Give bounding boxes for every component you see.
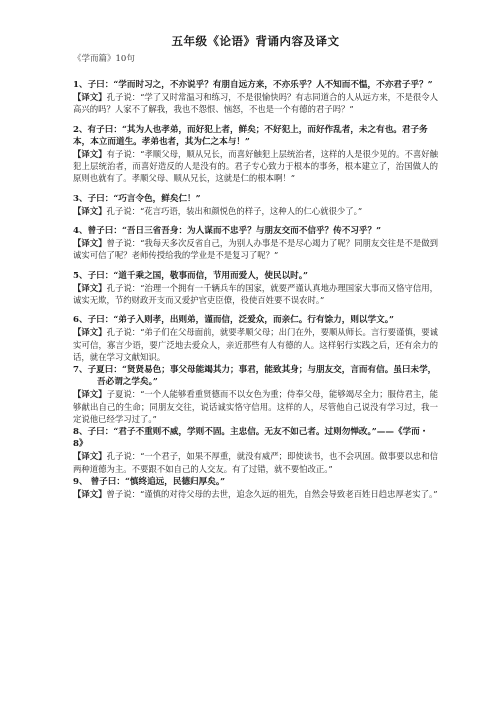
entry-2 bbox=[73, 124, 438, 185]
translation-text: 曾子说：“谨慎的对待父母的去世，追念久远的祖先，自然会导致老百姓日趋忠厚老实了。” bbox=[106, 489, 438, 500]
translation-label: 【译文】 bbox=[73, 205, 107, 216]
translation-label: 【译文】 bbox=[73, 327, 107, 338]
translation-label: 【译文】 bbox=[73, 149, 107, 160]
entry-1 bbox=[73, 79, 438, 116]
entry-quote: 9、 曾子曰：“慎终追远，民德归厚矣。” bbox=[73, 476, 226, 487]
translation-label: 【译文】 bbox=[73, 451, 107, 462]
entry-translation bbox=[73, 282, 438, 306]
translation-label: 【译文】 bbox=[73, 489, 107, 500]
entry-quote: 7、子夏曰：“贤贤易色；事父母能竭其力；事君，能致其身；与朋友交，言而有信。虽曰未学，吾必谓之学矣。” bbox=[73, 365, 437, 388]
translation-label: 【译文】 bbox=[73, 389, 107, 400]
entry-4 bbox=[73, 225, 438, 262]
document-title: 五年级《论语》背诵内容及译文 bbox=[171, 34, 340, 48]
translation-text: 子夏说：“一个人能够看重贤德而不以女色为重；侍奉父母，能够竭尽全力；服侍君主，能够献出自己的生命；同朋友交往，说话诚实恪守信用。这样的人，尽管他自己说没有学习过，我一定说他已经学习过了。” bbox=[73, 389, 439, 424]
entry-quote: 8、子曰：“君子不重则不威，学则不固。主忠信。无友不如己者。过则勿惮改。”——《学而・8》 bbox=[73, 427, 429, 450]
entry-3 bbox=[73, 193, 438, 217]
entry-9 bbox=[73, 476, 438, 500]
translation-text: 孔子说：“弟子们在父母面前，就要孝顺父母；出门在外，要顺从师长。言行要谨慎，要诚实可信，寡言少语，要广泛地去爱众人，亲近那些有人有德的人。这样躬行实践之后，还有余力的话，就在学习文献知识。 bbox=[73, 327, 439, 362]
translation-text: 孔子说：“一个君子，如果不厚重，就没有威严；即使读书，也不会巩固。做事要以忠和信两种道德为主。不要跟不如自己的人交友。有了过错，就不要怕改正。” bbox=[73, 451, 439, 474]
translation-text: 孔子说：“治理一个拥有一千辆兵车的国家，就要严谨认真地办理国家大事而又恪守信用，诚实无欺，节约财政开支而又爱护官吏臣僚，役使百姓要不误农时。” bbox=[73, 282, 439, 306]
entry-quote: 4、曾子曰：“吾日三省吾身：为人谋而不忠乎？与朋友交而不信乎？传不习乎？” bbox=[73, 226, 382, 237]
entry-translation bbox=[73, 205, 438, 217]
translation-label: 【译文】 bbox=[73, 282, 107, 293]
entry-7 bbox=[73, 364, 438, 425]
translation-label: 【译文】 bbox=[73, 92, 107, 103]
translation-label: 【译文】 bbox=[73, 238, 107, 249]
entry-translation bbox=[73, 91, 438, 115]
entry-quote: 1、子曰：“学而时习之，不亦说乎？有朋自远方来，不亦乐乎？人不知而不愠，不亦君子乎？” bbox=[73, 80, 433, 90]
entry-6 bbox=[73, 314, 438, 363]
entry-translation bbox=[73, 237, 438, 261]
entry-5 bbox=[73, 270, 438, 307]
entry-translation bbox=[73, 326, 438, 363]
translation-text: 孔子说：“学了又时常温习和练习，不是很愉快吗？有志同道合的人从远方来，不是很令人高兴的吗？人家不了解我，我也不怨恨、恼怒，不也是一个有德的君子吗？” bbox=[73, 92, 439, 115]
entry-quote: 6、子曰：“弟子入则孝，出则弟，谨而信，泛爱众，而亲仁。行有馀力，则以学文。” bbox=[73, 315, 394, 326]
translation-text: 孔子说：“花言巧语，装出和颜悦色的样子，这种人的仁心就很少了。” bbox=[106, 205, 363, 216]
entry-translation bbox=[73, 148, 438, 185]
entry-quote: 3、子曰：“巧言令色，鲜矣仁！” bbox=[73, 193, 201, 204]
translation-text: 有子说：“孝顺父母，顺从兄长，而喜好触犯上层统治者，这样的人是很少见的。不喜好触犯上层统治者，而喜好造反的人是没有的。君子专心致力于根本的事务，根本建立了，治国做人的原则也就有了。孝顺父母、顺从兄长，这就是仁的根本啊！” bbox=[73, 149, 439, 184]
entry-quote: 2、有子曰：“其为人也孝弟，而好犯上者，鲜矣；不好犯上，而好作乱者，未之有也。君子务本，本立而道生。孝弟也者，其为仁之本与！” bbox=[73, 124, 428, 147]
entry-translation bbox=[73, 488, 438, 500]
entry-translation bbox=[73, 388, 438, 425]
document-subtitle: 《学而篇》10句 bbox=[73, 54, 135, 64]
entry-8 bbox=[73, 426, 438, 475]
entry-quote: 5、子曰：“道千乘之国，敬事而信，节用而爱人，使民以时。” bbox=[73, 270, 309, 281]
translation-text: 曾子说：“我每天多次反省自己，为别人办事是不是尽心竭力了呢？同朋友交往是不是做到诚实可信了呢？老师传授给我的学业是不是复习了呢？” bbox=[73, 238, 439, 261]
entry-translation bbox=[73, 450, 438, 474]
